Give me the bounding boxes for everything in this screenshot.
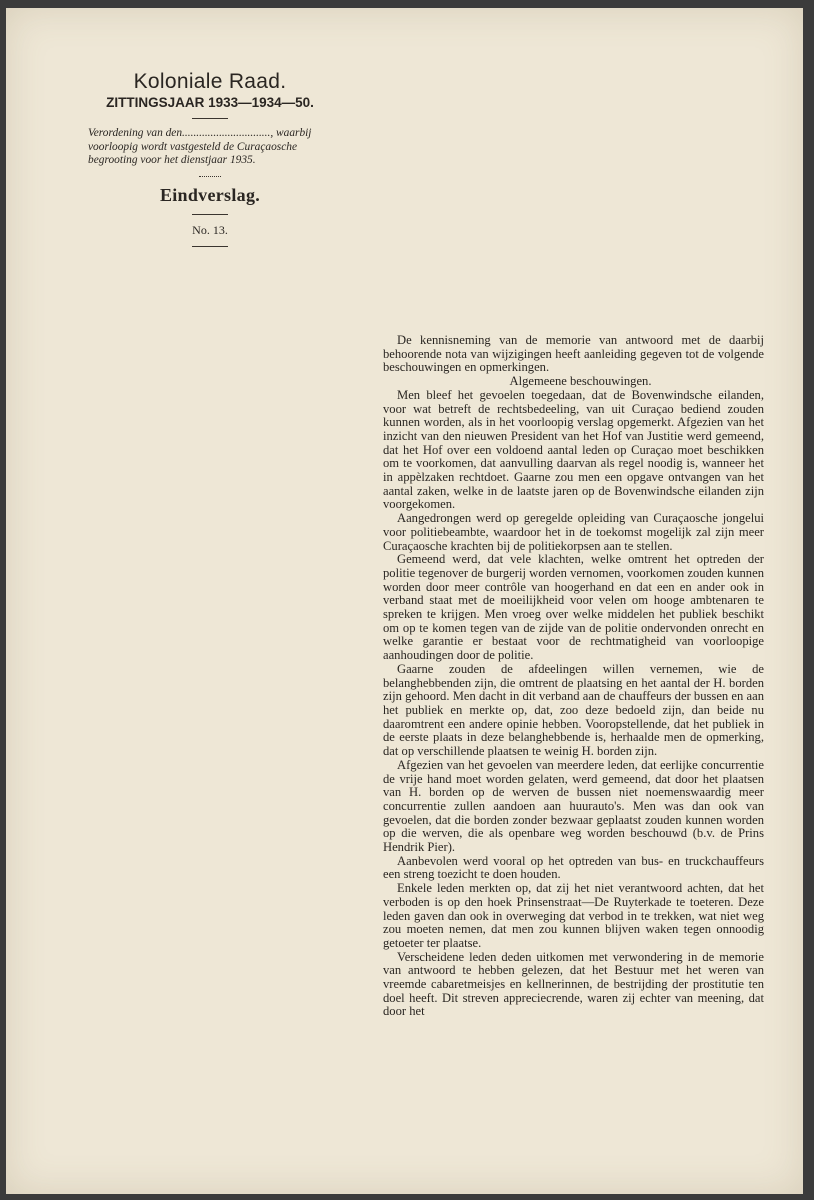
report-number: No. 13. xyxy=(192,222,228,237)
body-paragraph: Aanbevolen werd vooral op het optreden van bus- en truckchauffeurs een streng toezicht te doen houden. xyxy=(383,853,764,882)
divider xyxy=(199,176,221,177)
divider xyxy=(192,246,228,247)
body-paragraph: Afgezien van het gevoelen van meerdere leden, dat eerlijke concurrentie de vrije hand moet worden gelaten, werd gemeend, dat door het plaatsen van H. borden op de werven de bussen niet noemenswaardig meer concurrentie zullen aandoen aan huurauto's. Men was dan ook van gevoelen, dat die borden zonder bezwaar geplaatst zouden kunnen worden op die werven, die als openbare weg worden beschouwd (b.v. de Prins Hendrik Pier). xyxy=(383,757,764,855)
divider xyxy=(192,118,228,119)
council-title: Koloniale Raad. xyxy=(133,70,287,93)
body-paragraph: Verscheidene leden deden uitkomen met verwondering in de memorie van antwoord te hebben gelezen, dat het Bestuur met het weren van vreemde cabaretmeisjes en kellnerinnen, de bestrijding der prostitutie ten doel heeft. Dit streven appreciecrende, waren zij echter van meening, dat door het xyxy=(383,949,764,1019)
body-paragraph: Gemeend werd, dat vele klachten, welke omtrent het optreden der politie tegenover de burgerij worden vernomen, voorkomen zouden kunnen worden door meer contrôle van hoogerhand en dat een en ander ook in verband staat met de moeilijkheid voor velen om hooge ambtenaren te spreken te krijgen. Men vroeg over welke middelen het publiek beschikt om op te komen tegen van de zijde van de politie ondervonden onrecht en welke garantie er bestaat voor de rechtmatigheid van voorloopige aanhoudingen door de politie. xyxy=(383,552,764,663)
document-page xyxy=(6,8,803,1194)
body-paragraph: Enkele leden merkten op, dat zij het niet verantwoord achten, dat het verboden is op den hoek Prinsenstraat—De Ruyterkade te toeteren. Deze leden gaven dan ook in overweging dat verbod in te trekken, wat niet weg zou moeten nemen, dat men zou kunnen blijven waken tegen onnoodig getoeter ter plaatse. xyxy=(383,881,764,950)
body-paragraph: Men bleef het gevoelen toegedaan, dat de Bovenwindsche eilanden, voor wat betreft de rechtsbedeeling, van uit Curaçao bediend zouden kunnen worden, als in het voorloopig verslag opgemerkt. Afgezien van het inzicht van den nieuwen President van het Hof van Justitie werd gemeend, dat het Hof over een voldoend aantal leden op Curaçao moet beschikken om te voorkomen, dat aanvulling daarvan als regel noodig is, wanneer het in appèlzaken rechtdoet. Gaarne zou men een opgave ontvangen van het aantal zaken, welke in de laatste jaren op de Bovenwindsche eilanden zijn voorgekomen. xyxy=(383,387,764,512)
session-year: ZITTINGSJAAR 1933—1934—50. xyxy=(106,95,314,110)
report-heading: Eindverslag. xyxy=(159,184,261,205)
body-paragraph: Gaarne zouden de afdeelingen willen vernemen, wie de belanghebbenden zijn, die omtrent de plaatsing en het aantal der H. borden zijn gehoord. Men dacht in dit verband aan de chauffeurs der bussen en aan het publiek en merkte op, dat, zoo deze bedoeld zijn, dan beide nu daaromtrent een andere opinie hebben. Vooropstellende, dat het publiek in de eerste plaats in deze belanghebbende is, herhaalde men de opmerking, dat op verschillende plaatsen te weinig H. borden zijn. xyxy=(383,661,764,759)
header-block xyxy=(84,70,336,255)
divider xyxy=(192,214,228,215)
ordinance-subject: Verordening van den..............................., waarbij voorloopig wordt vastgesteld de Curaçaosche begrooting voor het dienstjaar 1935. xyxy=(88,127,312,167)
section-heading: Algemeene beschouwingen. xyxy=(509,374,652,389)
report-body xyxy=(383,334,764,1019)
intro-paragraph: De kennisneming van de memorie van antwoord met de daarbij behoorende nota van wijzigingen heeft aanleiding gegeven tot de volgende beschouwingen en opmerkingen. xyxy=(383,333,764,375)
body-paragraph: Aangedrongen werd op geregelde opleiding van Curaçaosche jongelui voor politiebeambte, waardoor het in de toekomst mogelijk zal zijn meer Curaçaosche krachten bij de politiekorpsen aan te stellen. xyxy=(383,511,764,553)
